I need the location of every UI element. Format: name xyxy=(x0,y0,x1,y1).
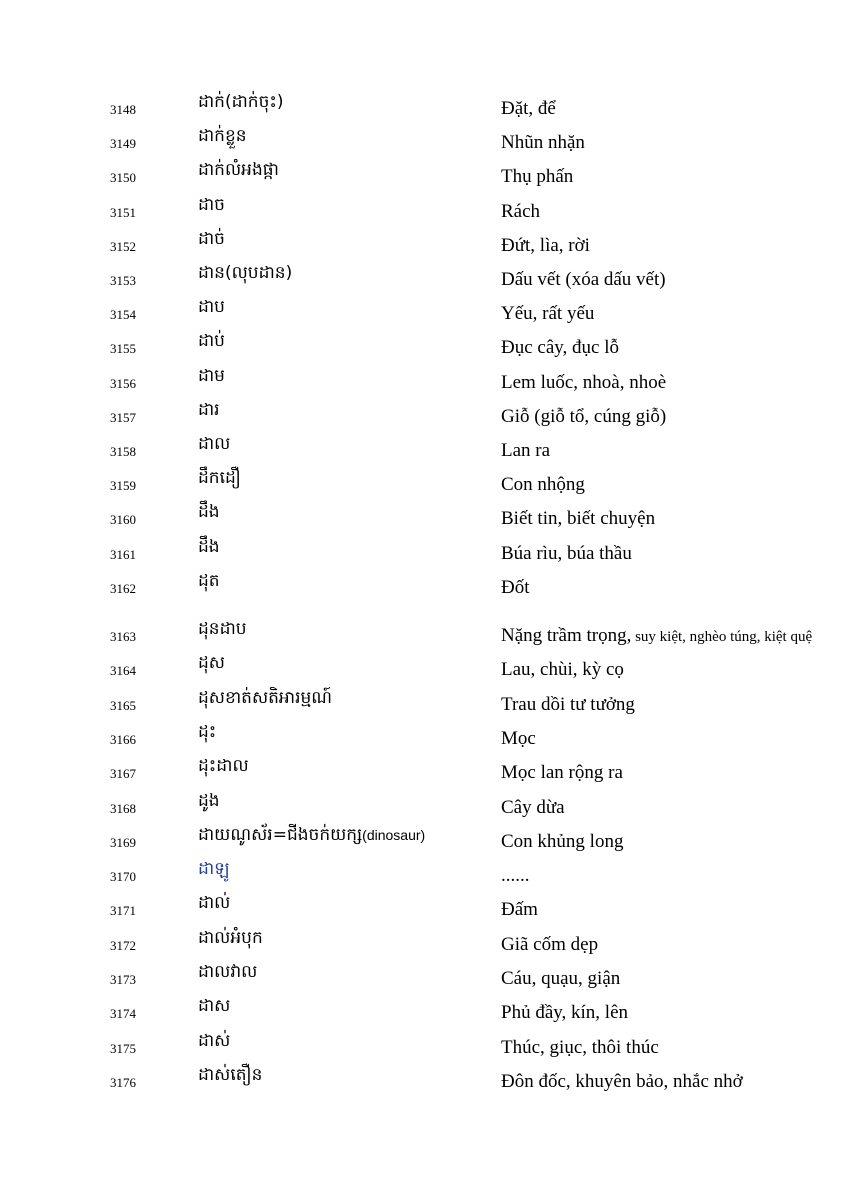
vietnamese-translation xyxy=(501,659,624,681)
khmer-term-text: ដាក់លំអងផ្កា xyxy=(198,160,279,181)
dictionary-entry-row xyxy=(0,996,848,1030)
entry-number: 3166 xyxy=(110,731,136,747)
vietnamese-translation xyxy=(501,899,538,921)
vietnamese-translation-text: Lem luốc, nhoà, nhoè xyxy=(501,371,667,393)
entry-number: 3157 xyxy=(110,409,136,425)
vietnamese-translation-text: Con nhộng xyxy=(501,474,585,496)
khmer-term xyxy=(198,791,220,811)
entry-number: 3172 xyxy=(110,937,136,953)
dictionary-entry-row xyxy=(0,688,848,722)
dictionary-entry-row xyxy=(0,893,848,927)
khmer-term xyxy=(198,434,230,454)
vietnamese-translation xyxy=(501,474,585,496)
khmer-term xyxy=(198,571,220,591)
vietnamese-translation-text: Đôn đốc, khuyên bảo, nhắc nhở xyxy=(501,1070,743,1092)
vietnamese-translation-text: Dấu vết (xóa dấu vết) xyxy=(501,269,666,290)
khmer-term-text: ដារ xyxy=(198,399,220,420)
vietnamese-translation-text: Thúc, giục, thôi thúc xyxy=(501,1036,659,1058)
khmer-term xyxy=(198,825,425,845)
dictionary-entry-row xyxy=(0,263,848,297)
vietnamese-translation-text: Đặt, để xyxy=(501,98,556,119)
vietnamese-translation-text: Đấm xyxy=(501,899,538,921)
entry-number: 3176 xyxy=(110,1074,136,1090)
khmer-term-text: ដុនដាប xyxy=(198,619,247,639)
vietnamese-translation xyxy=(501,728,536,750)
entry-number: 3163 xyxy=(110,629,136,644)
vietnamese-translation-text: Trau dồi tư tưởng xyxy=(501,693,635,715)
khmer-term-text: ដុះ xyxy=(198,721,217,742)
vietnamese-translation xyxy=(501,98,556,120)
vietnamese-translation xyxy=(501,372,666,394)
entry-number: 3155 xyxy=(110,341,136,357)
khmer-term xyxy=(198,537,220,557)
dictionary-entry-row xyxy=(0,400,848,434)
dictionary-entry-row xyxy=(0,653,848,687)
khmer-term xyxy=(198,468,241,488)
vietnamese-translation xyxy=(501,508,655,530)
entry-number: 3154 xyxy=(110,307,136,323)
entry-number: 3160 xyxy=(110,512,136,528)
dictionary-entry-row xyxy=(0,859,848,893)
vietnamese-translation-text: Con khủng long xyxy=(501,830,624,852)
dictionary-entry-row xyxy=(0,366,848,400)
vietnamese-translation-text: Giã cốm dẹp xyxy=(501,933,599,955)
khmer-term xyxy=(198,619,247,639)
vietnamese-translation xyxy=(501,303,594,325)
dictionary-entry-row xyxy=(0,962,848,996)
khmer-term xyxy=(198,263,292,283)
khmer-term-text: ដាស់ xyxy=(198,1030,231,1051)
dictionary-entry-row xyxy=(0,722,848,756)
dictionary-entry-row xyxy=(0,791,848,825)
khmer-term-text: ដឹង xyxy=(198,536,220,557)
vietnamese-translation-text: Phủ đầy, kín, lên xyxy=(501,1002,629,1024)
khmer-term xyxy=(198,1065,262,1085)
vietnamese-translation-text: Mọc lan rộng ra xyxy=(501,762,623,784)
khmer-term-text: ដាស xyxy=(198,996,231,1017)
entry-number: 3171 xyxy=(110,903,136,919)
vietnamese-translation-text: Thụ phấn xyxy=(501,166,574,188)
entry-number: 3164 xyxy=(110,663,136,679)
khmer-term xyxy=(198,722,216,742)
dictionary-entry-row xyxy=(0,126,848,160)
khmer-term xyxy=(198,962,257,982)
khmer-term xyxy=(198,160,279,180)
vietnamese-translation-text: Yếu, rất yếu xyxy=(501,303,595,325)
khmer-term-text: ដាក់ខ្លួន xyxy=(198,126,247,147)
khmer-term xyxy=(198,1031,230,1051)
khmer-term xyxy=(198,92,283,112)
khmer-term-text: ដាលវាល xyxy=(198,962,258,982)
khmer-term-text: ដាច់ xyxy=(198,228,225,249)
khmer-term-text: ដាក់(ដាក់ចុះ) xyxy=(198,92,284,112)
entry-number: 3153 xyxy=(110,273,136,288)
vietnamese-translation xyxy=(501,337,619,359)
vietnamese-translation-text: Cây dừa xyxy=(501,796,565,818)
entry-number: 3170 xyxy=(110,869,136,885)
khmer-term-text: ដាន(លុបដាន) xyxy=(198,263,293,283)
khmer-term-text: ដឹង xyxy=(198,502,220,523)
vietnamese-translation-text: Rách xyxy=(501,200,541,222)
entry-number: 3174 xyxy=(110,1006,136,1022)
khmer-term xyxy=(198,366,225,386)
khmer-term-text: ដឹកដឿ xyxy=(198,468,241,489)
vietnamese-translation xyxy=(501,694,635,716)
khmer-term-text: ដុះដាល xyxy=(198,756,249,777)
vietnamese-translation-text: Cáu, quạu, giận xyxy=(501,968,621,989)
khmer-term xyxy=(198,859,230,879)
khmer-term-text: ដាម xyxy=(198,365,225,386)
vietnamese-translation xyxy=(501,831,623,853)
vietnamese-translation xyxy=(501,968,620,990)
vietnamese-translation-text: Đục cây, đục lỗ xyxy=(501,337,619,359)
dictionary-entry-row xyxy=(0,1031,848,1065)
dictionary-entry-row xyxy=(0,571,848,605)
khmer-term-text: ដាល xyxy=(198,434,231,454)
entry-number: 3162 xyxy=(110,580,136,596)
khmer-term-text: ដាស់តឿន xyxy=(198,1064,263,1085)
dictionary-entry-row xyxy=(0,756,848,790)
entry-number: 3149 xyxy=(110,136,136,152)
entry-number: 3161 xyxy=(110,546,136,562)
dictionary-entry-row xyxy=(0,229,848,263)
dictionary-entry-row xyxy=(0,537,848,571)
vietnamese-translation xyxy=(501,934,598,956)
khmer-term-text: ដាយណូស័រ=ជីងចក់យក្ស xyxy=(198,824,363,845)
vietnamese-translation xyxy=(501,1071,743,1093)
dictionary-entry-row xyxy=(0,160,848,194)
entry-number: 3169 xyxy=(110,834,136,850)
khmer-term xyxy=(198,229,225,249)
khmer-term-text: ដុត xyxy=(198,570,220,591)
khmer-term-text: ដាប់ xyxy=(198,331,225,352)
khmer-term xyxy=(198,195,225,215)
vietnamese-translation xyxy=(501,201,540,223)
entry-number: 3151 xyxy=(110,204,136,220)
entry-number: 3152 xyxy=(110,238,136,254)
entry-number: 3168 xyxy=(110,800,136,816)
entry-number: 3173 xyxy=(110,972,136,987)
vietnamese-translation xyxy=(501,1037,659,1059)
vietnamese-translation xyxy=(501,625,812,648)
dictionary-entry-row xyxy=(0,297,848,331)
vietnamese-translation-text: Đốt xyxy=(501,576,530,598)
khmer-term-text: ដុសខាត់សតិអារម្មណ៍ xyxy=(198,687,333,708)
vietnamese-translation-text: Nhũn nhặn xyxy=(501,132,585,154)
khmer-term-text: ដាល់ xyxy=(198,893,231,914)
vietnamese-translation-text: Búa rìu, búa thầu xyxy=(501,542,632,564)
khmer-term-text: ដាឡូ xyxy=(198,859,230,880)
vietnamese-translation xyxy=(501,543,632,565)
vietnamese-translation xyxy=(501,235,590,257)
khmer-term xyxy=(198,400,220,420)
vietnamese-translation xyxy=(501,269,666,291)
khmer-term-text: ដាប xyxy=(198,297,225,318)
khmer-term xyxy=(198,331,225,351)
vietnamese-translation xyxy=(501,132,585,154)
khmer-term xyxy=(198,688,332,708)
entry-number: 3150 xyxy=(110,170,136,186)
vietnamese-translation xyxy=(501,166,573,188)
vietnamese-translation-text: Đứt, lìa, rời xyxy=(501,234,590,256)
khmer-term xyxy=(198,297,225,317)
khmer-term xyxy=(198,893,230,913)
vietnamese-translation xyxy=(501,1002,628,1024)
vietnamese-translation-text: ...... xyxy=(501,865,530,887)
vietnamese-translation-text: Biết tin, biết chuyện xyxy=(501,508,656,530)
khmer-term-text: ដុស xyxy=(198,653,225,674)
vietnamese-translation-extra: suy kiệt, nghèo túng, kiệt quệ xyxy=(631,629,813,645)
entry-number: 3156 xyxy=(110,375,136,391)
dictionary-entry-row xyxy=(0,502,848,536)
vietnamese-translation xyxy=(501,406,666,428)
vietnamese-translation-text: Mọc xyxy=(501,727,536,749)
vietnamese-translation xyxy=(501,440,550,462)
dictionary-entry-row xyxy=(0,619,848,653)
vietnamese-translation-text: Lau, chùi, kỳ cọ xyxy=(501,659,624,681)
khmer-term xyxy=(198,126,247,146)
dictionary-entry-row xyxy=(0,331,848,365)
entry-number: 3148 xyxy=(110,102,136,117)
khmer-term-text: ដាច xyxy=(198,194,225,215)
entry-number: 3165 xyxy=(110,697,136,713)
vietnamese-translation xyxy=(501,797,565,819)
vietnamese-translation-text: Lan ra xyxy=(501,440,551,461)
dictionary-entry-row xyxy=(0,825,848,859)
vietnamese-translation-text: Nặng trầm trọng, xyxy=(501,625,632,646)
khmer-term xyxy=(198,756,249,776)
entry-number: 3159 xyxy=(110,478,136,494)
khmer-term-text: ដូង xyxy=(198,790,220,811)
vietnamese-translation xyxy=(501,577,530,599)
khmer-term xyxy=(198,502,220,522)
vietnamese-translation-text: Giỗ (giỗ tổ, cúng giỗ) xyxy=(501,405,667,427)
entry-number: 3158 xyxy=(110,444,136,459)
entry-number: 3167 xyxy=(110,766,136,782)
dictionary-entry-row xyxy=(0,1065,848,1099)
dictionary-entry-row xyxy=(0,468,848,502)
khmer-term-text: ដាល់អំបុក xyxy=(198,927,263,948)
dictionary-entry-row xyxy=(0,928,848,962)
dictionary-entry-row xyxy=(0,434,848,468)
khmer-term-latin: (dinosaur) xyxy=(362,826,426,843)
entry-number: 3175 xyxy=(110,1040,136,1056)
vietnamese-translation xyxy=(501,865,530,887)
vietnamese-translation xyxy=(501,762,623,784)
dictionary-entry-row xyxy=(0,92,848,126)
dictionary-entry-row xyxy=(0,195,848,229)
khmer-term xyxy=(198,653,225,673)
khmer-term xyxy=(198,928,263,948)
khmer-term xyxy=(198,996,230,1016)
